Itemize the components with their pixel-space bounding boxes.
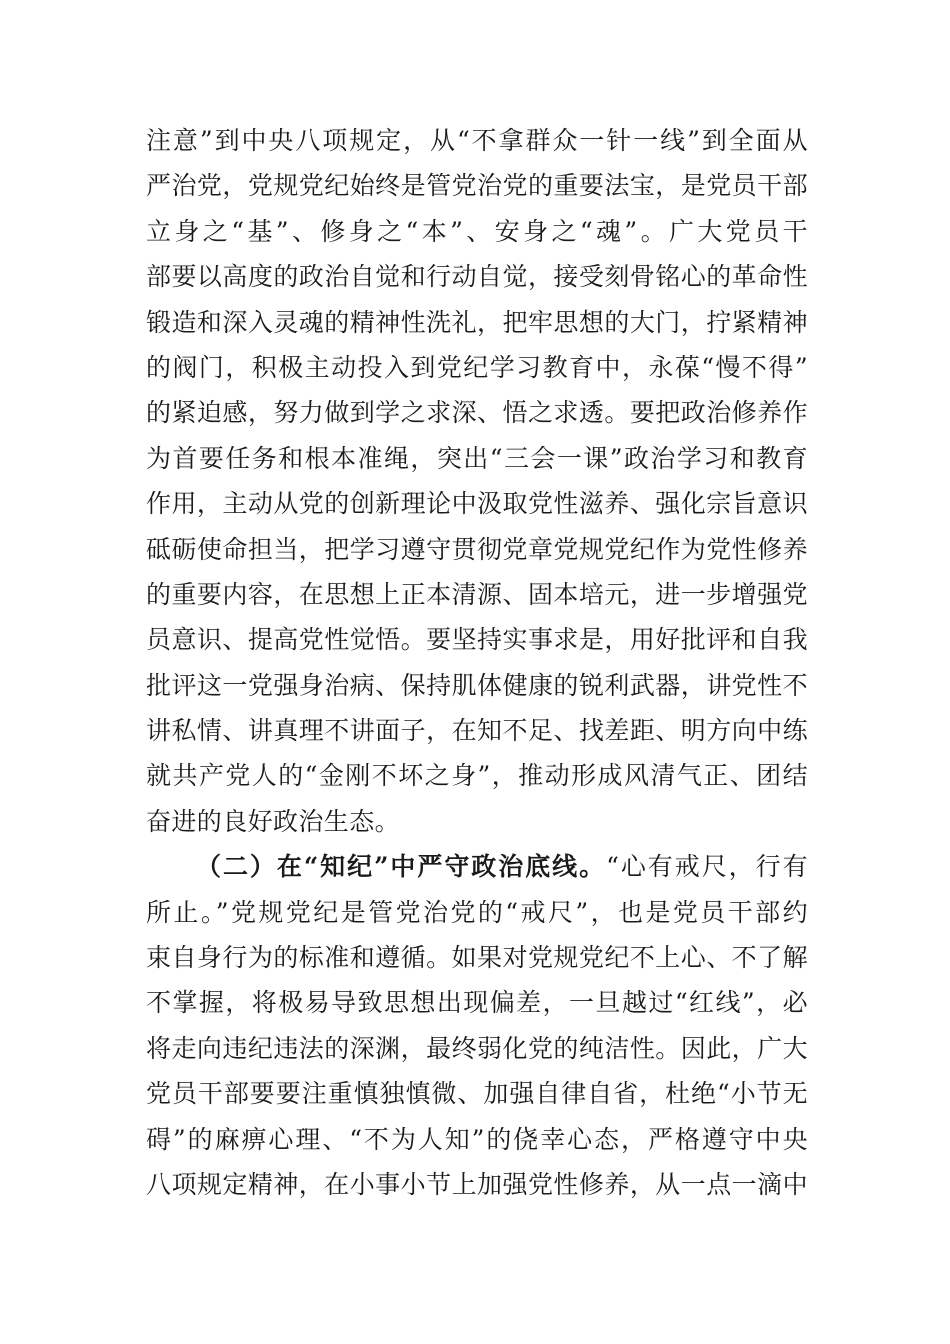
text-line: 党员干部要要注重慎独慎微、加强自律自省，杜绝“小节无 — [146, 1079, 808, 1109]
text-line: 员意识、提高党性觉悟。要坚持实事求是，用好批评和自我 — [146, 625, 808, 655]
text-line: 作用，主动从党的创新理论中汲取党性滋养、强化宗旨意识 — [146, 489, 808, 519]
text-line: 严治党，党规党纪始终是管党治党的重要法宝，是党员干部 — [146, 171, 808, 201]
text-line: 注意”到中央八项规定，从“不拿群众一针一线”到全面从 — [146, 126, 808, 155]
text-line: 所止。”党规党纪是管党治党的“戒尺”，也是党员干部约 — [146, 897, 808, 927]
text-line: 的紧迫感，努力做到学之求深、悟之求透。要把政治修养作 — [146, 398, 808, 428]
text-line: 八项规定精神，在小事小节上加强党性修养，从一点一滴中 — [146, 1169, 808, 1199]
text-line: 讲私情、讲真理不讲面子，在知不足、找差距、明方向中练 — [146, 716, 808, 746]
text-line: 砥砺使命担当，把学习遵守贯彻党章党规党纪作为党性修养 — [146, 534, 808, 564]
text-line: 不掌握，将极易导致思想出现偏差，一旦越过“红线”，必 — [146, 988, 808, 1018]
text-line: 碍”的麻痹心理、“不为人知”的侥幸心态，严格遵守中央 — [146, 1124, 808, 1154]
text-fragment: “心有戒尺，行有 — [606, 852, 808, 882]
paragraph-1 — [146, 118, 808, 844]
text-line: 的重要内容，在思想上正本清源、固本培元，进一步增强党 — [146, 579, 808, 609]
text-line: 锻造和深入灵魂的精神性洗礼，把牢思想的大门，拧紧精神 — [146, 307, 808, 337]
section-heading: （二）在“知纪”中严守政治底线。 — [196, 852, 607, 882]
text-line: 就共产党人的“金刚不坏之身”，推动形成风清气正、团结 — [146, 761, 808, 791]
text-line: 的阀门，积极主动投入到党纪学习教育中，永葆“慢不得” — [146, 352, 808, 382]
text-line: 奋进的良好政治生态。 — [146, 806, 401, 836]
text-line: 将走向违纪违法的深渊，最终弱化党的纯洁性。因此，广大 — [146, 1033, 808, 1063]
document-body — [146, 118, 808, 1207]
paragraph-heading-line — [146, 844, 808, 889]
text-line: 批评这一党强身治病、保持肌体健康的锐利武器，讲党性不 — [146, 670, 808, 700]
text-line: 立身之“基”、修身之“本”、安身之“魂”。广大党员干 — [146, 216, 808, 246]
text-line: 部要以高度的政治自觉和行动自觉，接受刻骨铭心的革命性 — [146, 262, 808, 292]
text-line: 为首要任务和根本准绳，突出“三会一课”政治学习和教育 — [146, 443, 808, 473]
paragraph-2 — [146, 844, 808, 1207]
text-line: 束自身行为的标准和遵循。如果对党规党纪不上心、不了解 — [146, 943, 808, 973]
